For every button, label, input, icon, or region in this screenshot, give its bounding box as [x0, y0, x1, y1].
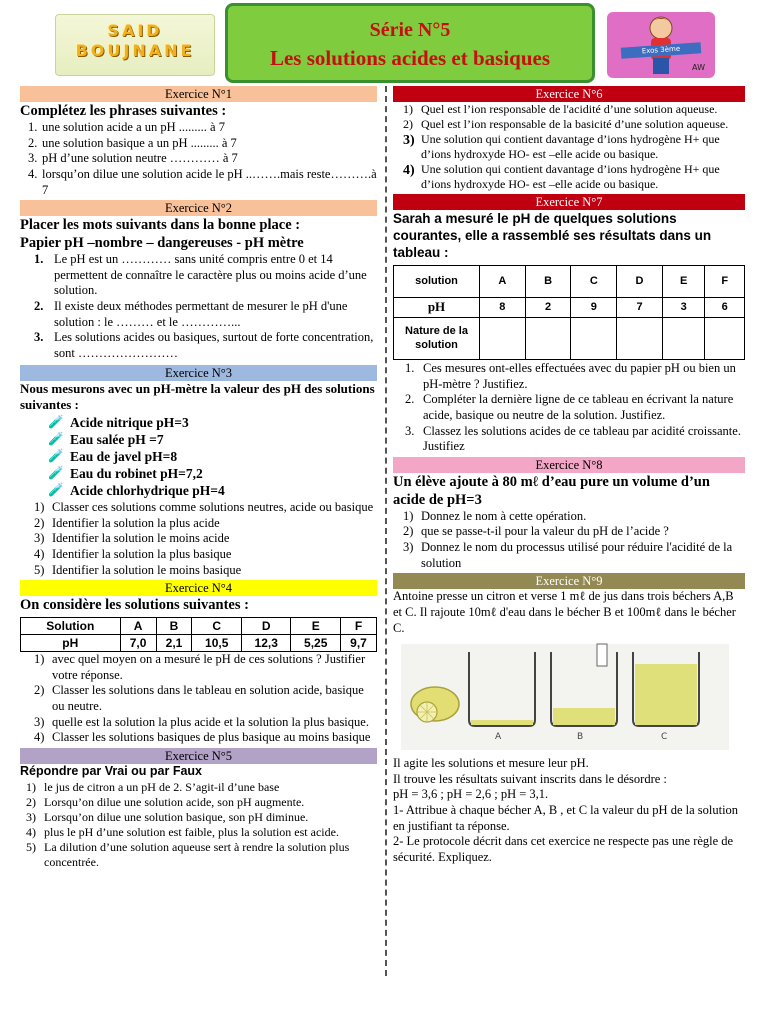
exercise-1-header: Exercice N°1 — [20, 86, 377, 102]
exercise-9-text-4: 1- Attribue à chaque bécher A, B , et C la valeur du pH de la solution en justifiant ta réponse. — [393, 803, 739, 833]
exercise-9-text-5: 2- Le protocole décrit dans cet exercice ne respecte pas une règle de sécurité. Expliquez. — [393, 834, 734, 864]
exercise-7-table — [393, 265, 745, 360]
exercise-7-questions — [393, 361, 745, 455]
list-item: 2. Compléter la dernière ligne de ce tableau en écrivant la nature acide, basique ou neutre de la solution. Justifiez. — [405, 392, 734, 422]
exercise-2-word-list: Papier pH –nombre – dangereuses - pH mètre — [20, 235, 304, 252]
lemon-icon — [411, 687, 459, 722]
mascot-mark: AW — [692, 63, 705, 72]
exercise-3-solutions — [20, 415, 377, 500]
exercise-3-header: Exercice N°3 — [20, 365, 377, 381]
exercise-2-header: Exercice N°2 — [20, 200, 377, 216]
beaker-a-label: A — [495, 732, 502, 743]
list-item: 🧪 Eau salée pH =7 — [48, 432, 164, 448]
exercise-4-table — [20, 617, 377, 652]
list-item: 1) le jus de citron a un pH de 2. S’agit-il d’une base — [26, 779, 280, 794]
exercise-1-instruction: Complétez les phrases suivantes : — [20, 103, 227, 119]
series-title: Les solutions acides et basiques — [269, 46, 551, 70]
author-logo — [55, 14, 215, 76]
list-item: 1. Le pH est un ………… sans unité compris entre 0 et 14 permettent de connaître le caractère plus ou moins acide d’une solution. — [34, 252, 367, 298]
exercise-8-header: Exercice N°8 — [393, 457, 745, 473]
list-item: 4) Classer les solutions basiques de plus basique au moins basique — [34, 730, 371, 745]
list-item: 5) La dilution d’une solution aqueuse sert à rendre la solution plus concentrée. — [26, 839, 350, 869]
exercise-2-instruction: Placer les mots suivants dans la bonne place : — [20, 217, 301, 234]
student-mascot-logo — [607, 12, 715, 78]
exercise-3-questions — [20, 500, 377, 578]
logo-line-1: SAID — [107, 21, 163, 40]
exercise-9-intro: Antoine presse un citron et verse 1 mℓ de jus dans trois béchers A,B et C. Il rajoute 10mℓ d'eau dans le bécher B et 100mℓ dans le bécher C. — [393, 589, 736, 635]
exercise-4-intro: On considère les solutions suivantes : — [20, 597, 249, 614]
beaker-c-label: C — [661, 732, 668, 743]
list-item: 4) plus le pH d’une solution est faible, plus la solution est acide. — [26, 824, 339, 839]
mascot-banner: Exos 3ème — [621, 42, 702, 59]
exercise-9-header: Exercice N°9 — [393, 573, 745, 589]
flask-icon: 🧪 — [48, 483, 65, 499]
flask-icon: 🧪 — [48, 466, 65, 482]
list-item: 1. Ces mesures ont-elles effectuées avec du papier pH ou bien un pH-mètre ? Justifiez. — [405, 361, 736, 391]
right-column — [393, 86, 745, 866]
list-item: 2) Classer les solutions dans le tableau en solution acide, basique ou neutre. — [34, 683, 364, 713]
table-row: solution A B C D E F — [394, 266, 745, 298]
exercise-8-questions — [393, 509, 745, 572]
list-item: 3) Lorsqu’on dilue une solution basique, son pH diminue. — [26, 809, 309, 824]
exercise-6-list — [393, 102, 745, 192]
list-item: 1. une solution acide a un pH ......... à 7 — [28, 120, 225, 134]
list-item: 2) Lorsqu’on dilue une solution acide, son pH augmente. — [26, 794, 305, 809]
exercise-1-list — [20, 120, 377, 198]
exercise-7-intro: Sarah a mesuré le pH de quelques solutions courantes, elle a rassemblé ses résultats dans un tableau : — [393, 211, 712, 260]
list-item: 🧪 Acide chlorhydrique pH=4 — [48, 483, 225, 499]
series-number: Série N°5 — [369, 19, 451, 41]
list-item: 1) Classer ces solutions comme solutions neutres, acide ou basique — [34, 500, 374, 514]
exercise-9-text-1: Il agite les solutions et mesure leur pH. — [393, 756, 589, 771]
list-item: 4. lorsqu’on dilue une solution acide le pH ..…….mais reste……….à 7 — [28, 166, 377, 197]
flask-icon: 🧪 — [48, 415, 65, 431]
flask-icon: 🧪 — [48, 432, 65, 448]
exercise-7-header: Exercice N°7 — [393, 194, 745, 210]
list-item: 3. Classez les solutions acides de ce tableau par acidité croissante. Justifiez — [405, 423, 741, 454]
exercise-8-intro: Un élève ajoute à 80 mℓ d’eau pure un volume d’un acide de pH=3 — [393, 473, 710, 508]
list-item: 3) Donnez le nom du processus utilisé pour réduire l'acidité de la solution — [403, 540, 733, 570]
column-divider — [385, 86, 387, 976]
logo-line-2: BOUJNANE — [75, 41, 195, 60]
list-item: 2. une solution basique a un pH ......... à 7 — [28, 135, 237, 150]
exercise-2-list — [20, 252, 377, 361]
exercise-4-header: Exercice N°4 — [20, 580, 377, 596]
list-item: 🧪 Eau de javel pH=8 — [48, 449, 178, 465]
exercise-5-header: Exercice N°5 — [20, 748, 377, 764]
beakers-figure — [393, 642, 745, 752]
list-item: 4) Une solution qui contient davantage d’ions hydrogène H+ que d’ions hydroxyde HO- est –elle acide ou basique. — [403, 162, 720, 191]
list-item: 2) que se passe-t-il pour la valeur du pH de l’acide ? — [403, 524, 669, 539]
list-item: 1) Donnez le nom à cette opération. — [403, 508, 587, 523]
list-item: 3. pH d’une solution neutre ………… à 7 — [28, 151, 238, 166]
list-item: 2. Il existe deux méthodes permettant de mesurer le pH d'une solution : le ……… et le …………... — [34, 299, 348, 329]
list-item: 3) Une solution qui contient davantage d’ions hydrogène H+ que d’ions hydroxyde HO- est –elle acide ou basique. — [403, 132, 720, 161]
exercise-5-list — [20, 780, 377, 870]
exercise-4-questions — [20, 652, 377, 746]
table-row: pH 7,0 2,1 10,5 12,3 5,25 9,7 — [21, 635, 377, 652]
list-item: 1) Quel est l’ion responsable de l'acidité d’une solution aqueuse. — [403, 102, 718, 116]
list-item: 3) quelle est la solution la plus acide et la solution la plus basique. — [34, 714, 369, 729]
left-column — [20, 86, 377, 870]
exercise-9-text-3: pH = 3,6 ; pH = 2,6 ; pH = 3,1. — [393, 787, 549, 802]
list-item: 4) Identifier la solution la plus basique — [34, 546, 232, 561]
list-item: 🧪 Eau du robinet pH=7,2 — [48, 466, 203, 482]
list-item: 3) Identifier la solution le moins acide — [34, 531, 230, 546]
series-title-box — [225, 3, 595, 83]
exercise-6-header: Exercice N°6 — [393, 86, 745, 102]
exercise-5-instruction: Répondre par Vrai ou par Faux — [20, 763, 202, 778]
flask-icon: 🧪 — [48, 449, 65, 465]
exercise-3-intro: Nous mesurons avec un pH-mètre la valeur des pH des solutions suivantes : — [20, 380, 375, 412]
list-item: 3. Les solutions acides ou basiques, surtout de forte concentration, sont …………………… — [34, 330, 374, 360]
beaker-b-label: B — [577, 732, 584, 743]
page-header — [0, 0, 768, 86]
list-item: 2) Quel est l’ion responsable de la basicité d’une solution aqueuse. — [403, 117, 729, 131]
list-item: 🧪 Acide nitrique pH=3 — [48, 415, 189, 431]
table-row: pH 8 2 9 7 3 6 — [394, 298, 745, 318]
list-item: 2) Identifier la solution la plus acide — [34, 515, 220, 530]
table-row: Solution A B C D E F — [21, 618, 377, 635]
exercise-9-text-2: Il trouve les résultats suivant inscrits dans le désordre : — [393, 771, 667, 786]
list-item: 1) avec quel moyen on a mesuré le pH de ces solutions ? Justifier votre réponse. — [34, 652, 366, 682]
table-row: Nature de la solution — [394, 318, 745, 360]
list-item: 5) Identifier la solution le moins basique — [34, 562, 242, 577]
